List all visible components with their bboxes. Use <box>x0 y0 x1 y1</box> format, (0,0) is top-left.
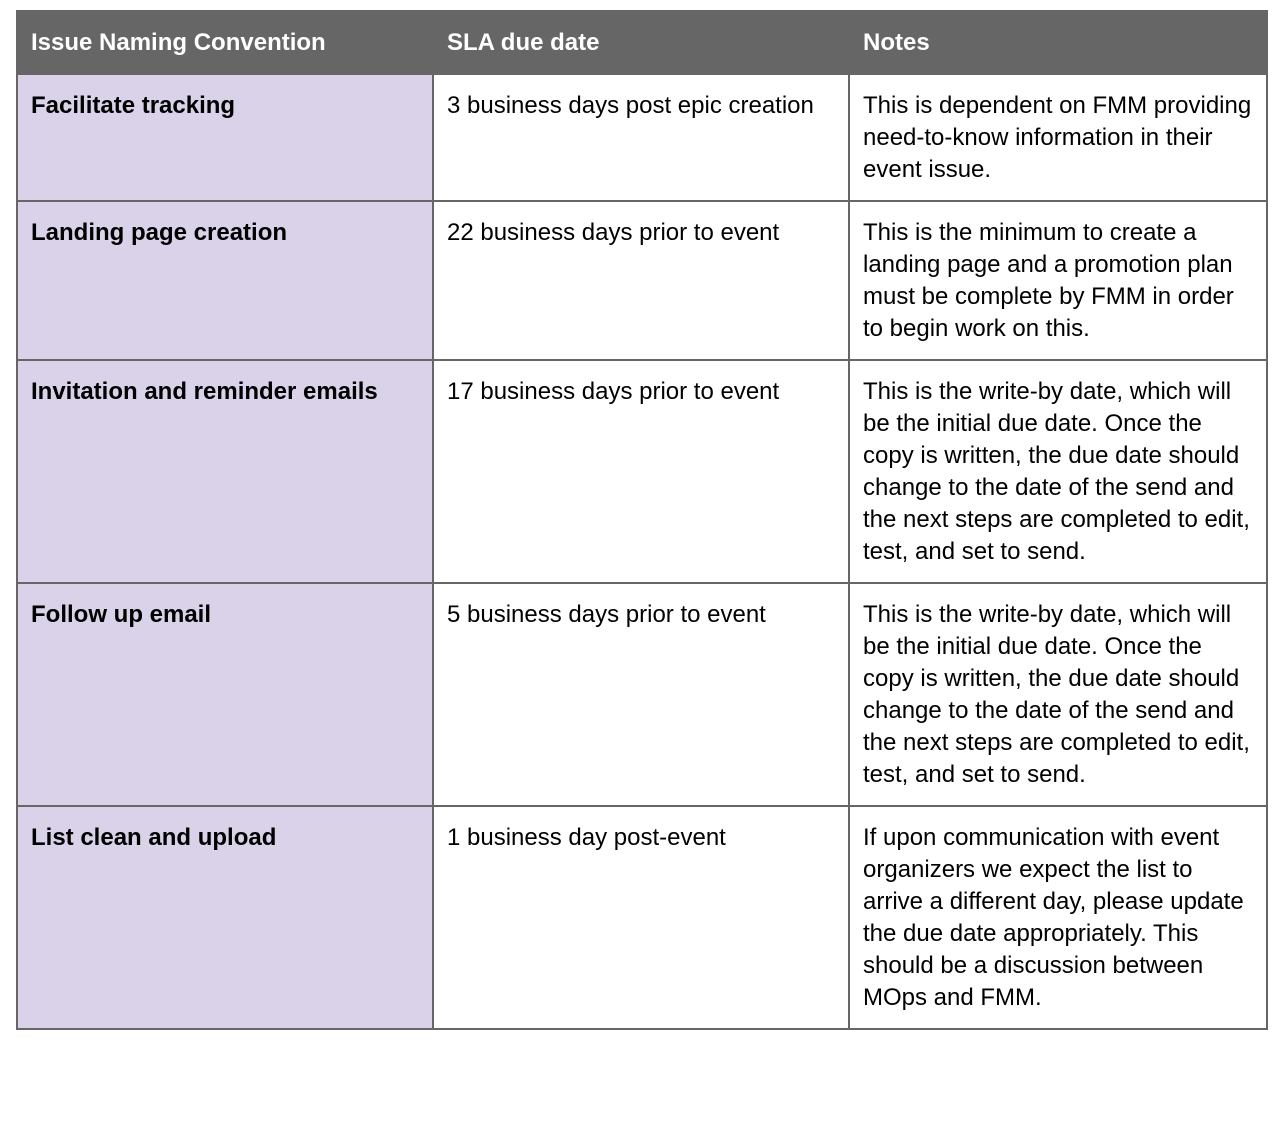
table-row <box>17 583 1267 806</box>
notes-cell: If upon communication with event organizers we expect the list to arrive a different day, please update the due date appropriately. This should be a discussion between MOps and FMM. <box>849 806 1267 1029</box>
notes-cell: This is dependent on FMM providing need-to-know information in their event issue. <box>849 74 1267 201</box>
table-header <box>17 11 1267 74</box>
sla-due-date-cell: 17 business days prior to event <box>433 360 849 583</box>
sla-due-date-cell: 1 business day post-event <box>433 806 849 1029</box>
table-row <box>17 74 1267 201</box>
table-row <box>17 201 1267 360</box>
issue-name-cell: Follow up email <box>17 583 433 806</box>
header-notes: Notes <box>849 11 1267 74</box>
table-body <box>17 74 1267 1029</box>
notes-cell: This is the write-by date, which will be the initial due date. Once the copy is written, the due date should change to the date of the send and the next steps are completed to edit, test, and set to send. <box>849 360 1267 583</box>
sla-due-date-cell: 5 business days prior to event <box>433 583 849 806</box>
notes-cell: This is the write-by date, which will be the initial due date. Once the copy is written, the due date should change to the date of the send and the next steps are completed to edit, test, and set to send. <box>849 583 1267 806</box>
header-sla-due-date: SLA due date <box>433 11 849 74</box>
header-row <box>17 11 1267 74</box>
sla-due-date-cell: 3 business days post epic creation <box>433 74 849 201</box>
issue-name-cell: Facilitate tracking <box>17 74 433 201</box>
header-issue-naming-convention: Issue Naming Convention <box>17 11 433 74</box>
notes-cell: This is the minimum to create a landing page and a promotion plan must be complete by FMM in order to begin work on this. <box>849 201 1267 360</box>
sla-table <box>16 10 1268 1030</box>
table-row <box>17 806 1267 1029</box>
sla-due-date-cell: 22 business days prior to event <box>433 201 849 360</box>
table-row <box>17 360 1267 583</box>
issue-name-cell: Landing page creation <box>17 201 433 360</box>
issue-name-cell: List clean and upload <box>17 806 433 1029</box>
issue-name-cell: Invitation and reminder emails <box>17 360 433 583</box>
